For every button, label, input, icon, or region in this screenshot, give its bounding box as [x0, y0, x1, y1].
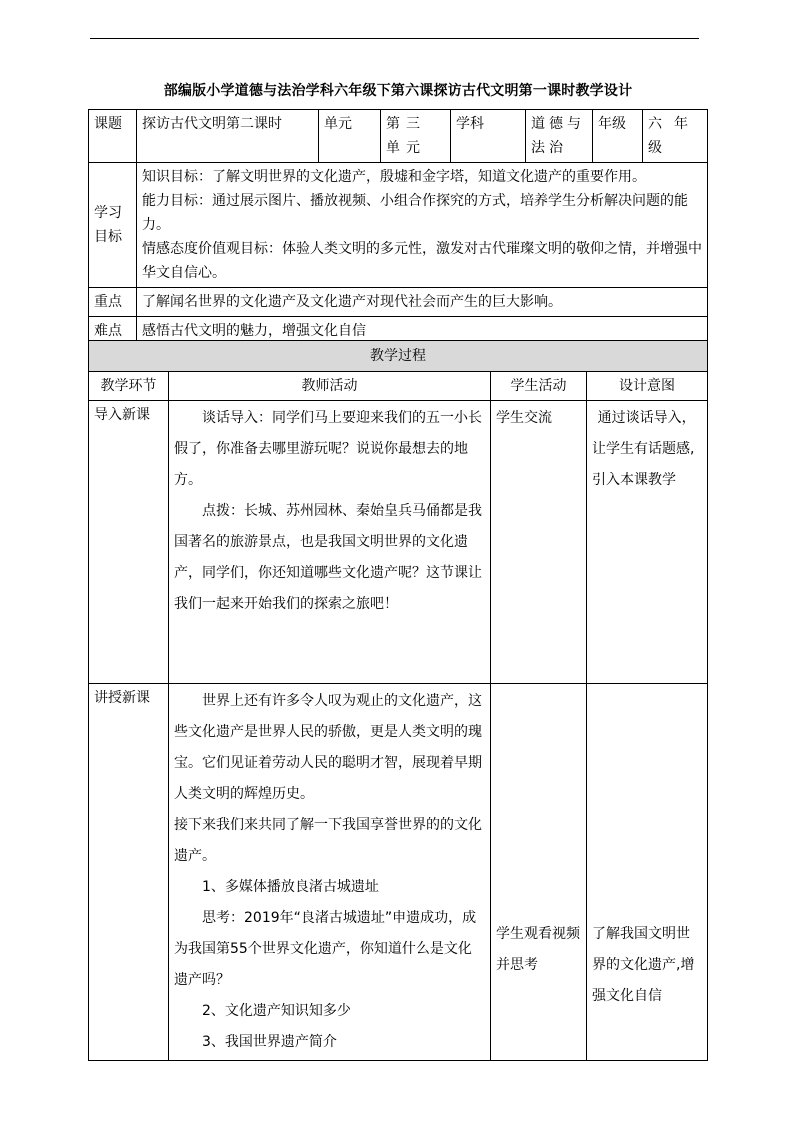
info-row	[89, 110, 708, 163]
grade-label: 年级	[593, 110, 643, 163]
intro-teacher-p2: 点拨：长城、苏州园林、秦始皇兵马俑都是我国著名的旅游景点，也是我国文明世界的文化遗产，同学们，你还知道哪些文化遗产呢？这节课让我们一起来开始我们的探索之旅吧！	[174, 503, 482, 612]
objectives-content	[137, 163, 708, 288]
objective-knowledge: 知识目标：了解文明世界的文化遗产，殷墟和金字塔，知道文化遗产的重要作用。	[142, 169, 646, 185]
teach-teacher-p4: 思考：2019年“良渚古城遗址”申遗成功，成为我国第55个世界文化遗产，你知道什么是文化遗产吗？	[174, 910, 477, 988]
process-heading: 教学过程	[89, 341, 708, 372]
teach-teacher	[169, 684, 491, 1061]
intro-teacher	[169, 401, 491, 684]
key-point-label: 重点	[89, 288, 137, 317]
process-header-row	[89, 372, 708, 401]
teach-student: 学生观看视频并思考	[491, 684, 587, 1061]
difficulty-label: 难点	[89, 317, 137, 346]
document-title: 部编版小学道德与法治学科六年级下第六课探访古代文明第一课时教学设计	[163, 83, 633, 99]
teach-row	[89, 684, 708, 1061]
topic-value: 探访古代文明第二课时	[137, 110, 319, 163]
topic-label: 课题	[89, 110, 137, 163]
unit-value: 第三单元	[381, 110, 451, 163]
intro-student: 学生交流	[491, 401, 587, 684]
col-student: 学生活动	[491, 372, 587, 401]
objective-emotion: 情感态度价值观目标：体验人类文明的多元性，激发对古代璀璨文明的敬仰之情，并增强中华文自信心。	[142, 241, 702, 281]
teach-stage: 讲授新课	[89, 684, 169, 1061]
unit-label: 单元	[319, 110, 381, 163]
key-point-value: 了解闻名世界的文化遗产及文化遗产对现代社会而产生的巨大影响。	[137, 288, 708, 317]
objectives-row	[89, 163, 708, 288]
lesson-info-table	[88, 109, 708, 346]
subject-value: 道德与法治	[526, 110, 593, 163]
teach-intent: 了解我国文明世界的文化遗产,增强文化自信	[587, 684, 708, 1061]
header-rule	[90, 38, 699, 39]
subject-label: 学科	[451, 110, 526, 163]
teach-teacher-p3: 1、多媒体播放良渚古城遗址	[202, 879, 379, 895]
col-intent: 设计意图	[587, 372, 708, 401]
intro-teacher-p1: 谈话导入：同学们马上要迎来我们的五一小长假了，你准备去哪里游玩呢？说说你最想去的地方。	[174, 410, 482, 488]
intro-row	[89, 401, 708, 684]
teach-teacher-p1: 世界上还有许多令人叹为观止的文化遗产，这些文化遗产是世界人民的骄傲，更是人类文明的瑰宝。它们见证着劳动人民的聪明才智，展现着早期人类文明的辉煌历史。	[174, 693, 482, 802]
difficulty-value: 感悟古代文明的魅力，增强文化自信	[137, 317, 708, 346]
objectives-label: 学习目标	[89, 163, 137, 288]
objective-ability: 能力目标：通过展示图片、播放视频、小组合作探究的方式，培养学生分析解决问题的能力。	[142, 193, 688, 233]
teach-teacher-p5: 2、文化遗产知识知多少	[202, 1003, 351, 1019]
process-heading-row	[89, 341, 708, 372]
grade-value: 六年级	[643, 110, 708, 163]
col-teacher: 教师活动	[169, 372, 491, 401]
teaching-process-table	[88, 340, 708, 1061]
teach-teacher-p6: 3、我国世界遗产简介	[202, 1034, 337, 1050]
col-stage: 教学环节	[89, 372, 169, 401]
intro-intent: 通过谈话导入，让学生有话题感,引入本课教学	[587, 401, 708, 684]
teach-teacher-p2: 接下来我们来共同了解一下我国享誉世界的的文化遗产。	[174, 817, 482, 864]
intro-stage: 导入新课	[89, 401, 169, 684]
key-point-row	[89, 288, 708, 317]
